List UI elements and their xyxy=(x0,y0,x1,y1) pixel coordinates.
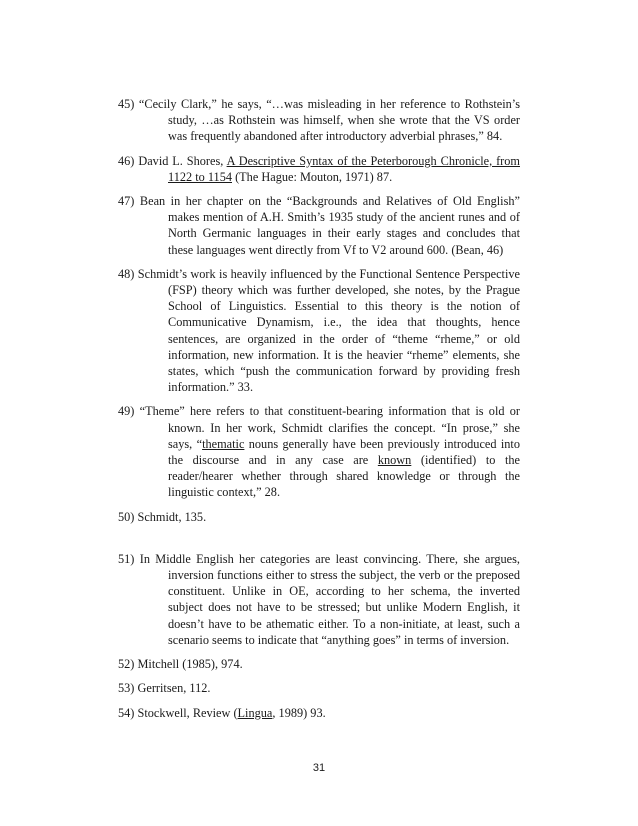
footnote-number: 45) xyxy=(118,97,135,111)
underlined-text: Lingua xyxy=(237,705,273,720)
underlined-text: thematic xyxy=(202,436,245,451)
footnote-text: , 1989) 93. xyxy=(272,705,326,720)
footnote-text: “Cecily Clark,” he says, “…was misleading in her reference to Rothstein’s study, …as Rothstein was himself, when she wrote that the VS order was frequently abandoned after introductory adverbial phrases,” 84. xyxy=(138,97,520,144)
footnote-number: 51) xyxy=(118,551,135,566)
footnote-text: “Theme” here refers to that constituent-bearing information that is old or known. In her work, Schmidt clarifies the concept. “In prose,” she says, “ xyxy=(139,404,521,451)
footnotes-list xyxy=(118,96,520,729)
footnote-text: (The Hague: Mouton, 1971) 87. xyxy=(232,169,393,184)
footnote-number: 46) xyxy=(118,153,135,168)
footnote xyxy=(118,153,520,185)
footnote-text: Stockwell, Review ( xyxy=(137,705,238,720)
footnote xyxy=(118,96,520,145)
footnote xyxy=(118,509,520,525)
footnote xyxy=(118,266,520,396)
footnote-text: Gerritsen, 112. xyxy=(137,681,211,696)
footnote xyxy=(118,680,520,696)
footnote-text: nouns generally have been previously introduced into the discourse and in any case are xyxy=(168,436,520,468)
footnote-text: Schmidt’s work is heavily influenced by the Functional Sentence Perspective (FSP) theory which was further developed, she notes, by the Prague School of Linguistics. Essential to this theory is the notion of Communicative Dynamism, i.e., the idea that thoughts, hence sentences, are organized in the order of “theme “rheme,” or old information, new information. It is the heavier “rheme” elements, she states, which “push the communication forward by providing fresh information.” 33. xyxy=(137,266,520,395)
page-number: 31 xyxy=(312,762,326,774)
footnote-text: Schmidt, 135. xyxy=(137,509,207,524)
footnote-text: In Middle English her categories are least convincing. There, she argues, inversion functions either to stress the subject, the verb or the preposed constituent. Unlike in OE, according to her schema, the inverted subject does not have to be stressed; but unlike Modern English, it doesn’t have to be athematic either. To a non-initiate, at least, such a scenario seems to indicate that “anything goes” in terms of inversion. xyxy=(139,551,520,647)
footnote-number: 48) xyxy=(118,266,135,281)
footnote xyxy=(118,656,520,672)
footnote xyxy=(118,193,520,258)
footnote-text: (identified) to the reader/hearer whether through shared knowledge or through the linguistic context,” 28. xyxy=(168,453,520,500)
footnote xyxy=(118,551,520,648)
footnote-number: 52) xyxy=(118,657,135,672)
underlined-text: known xyxy=(377,453,412,468)
footnote-number: 49) xyxy=(118,404,135,419)
footnote-text: Bean in her chapter on the “Backgrounds and Relatives of Old English” makes mention of A.H. Smith’s 1935 study of the ancient runes and of North Germanic languages in their early stages and concludes that these languages went directly from Vf to V2 around 600. (Bean, 46) xyxy=(139,194,520,257)
footnote-number: 50) xyxy=(118,509,135,524)
footnote-number: 47) xyxy=(118,194,135,209)
footnote-number: 54) xyxy=(118,705,135,720)
footnote-number: 53) xyxy=(118,681,135,696)
footnote xyxy=(118,403,520,500)
footnote xyxy=(118,705,520,721)
footnote-text: David L. Shores, xyxy=(138,153,227,168)
underlined-text: A Descriptive Syntax of the Peterborough Chronicle, from 1122 to 1154 xyxy=(168,153,520,184)
footnote-text: Mitchell (1985), 974. xyxy=(137,657,243,672)
